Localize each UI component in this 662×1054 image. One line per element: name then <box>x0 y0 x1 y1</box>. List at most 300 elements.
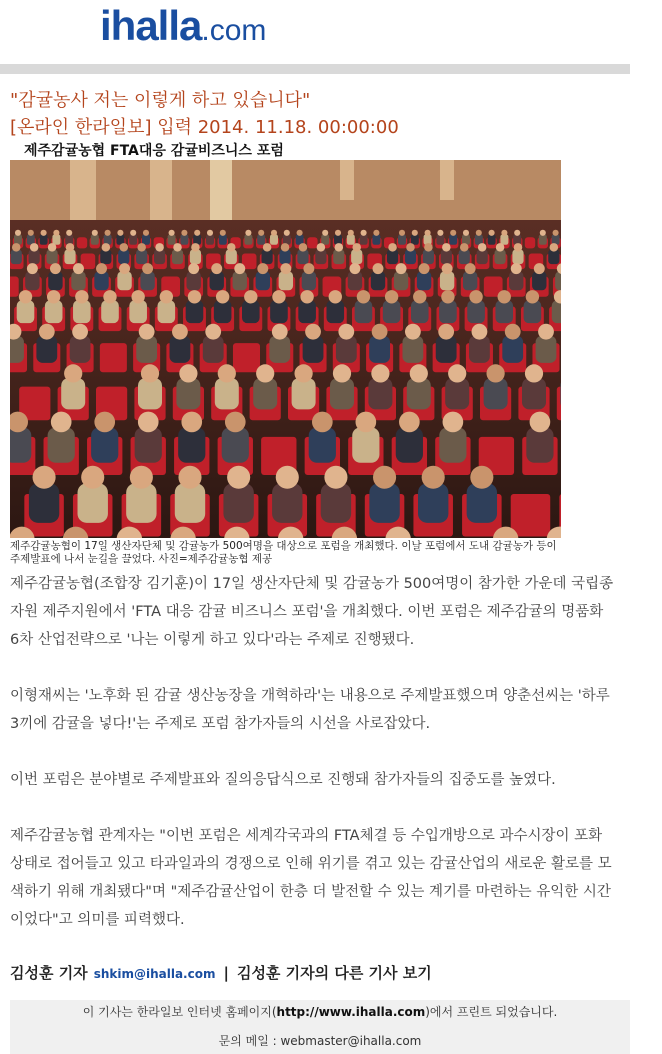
audience-head <box>188 263 199 274</box>
audience-head <box>15 230 21 236</box>
audience-head <box>194 230 200 236</box>
audience-head <box>412 230 418 236</box>
footer-print-notice: 이 기사는 한라일보 인터넷 홈페이지(http://www.ihalla.com)에서 프린트 되었습니다. <box>82 1005 558 1019</box>
audience-head <box>284 230 290 236</box>
audience-body <box>64 250 75 265</box>
audience-head <box>137 243 146 252</box>
audience-head <box>478 243 487 252</box>
article-body <box>10 570 616 934</box>
audience-body <box>552 300 561 323</box>
audience-body <box>73 300 91 323</box>
audience-head <box>550 243 559 252</box>
audience-body <box>368 378 392 409</box>
audience-head <box>41 230 47 236</box>
audience-body <box>394 272 408 291</box>
audience-body <box>439 427 466 462</box>
audience-body <box>467 300 485 323</box>
seat <box>557 387 561 421</box>
audience-head <box>216 290 229 303</box>
audience-body <box>17 300 35 323</box>
audience-body <box>383 300 401 323</box>
audience-body <box>292 378 316 409</box>
audience-head <box>75 290 88 303</box>
audience-body <box>502 336 523 363</box>
audience-head <box>280 263 291 274</box>
audience-body <box>61 378 85 409</box>
audience-head <box>47 290 60 303</box>
audience-body <box>78 483 108 523</box>
audience-head <box>448 364 466 382</box>
audience-head <box>220 230 226 236</box>
audience-head <box>349 263 360 274</box>
audience-head <box>96 263 107 274</box>
audience-head <box>333 364 351 382</box>
audience-head <box>540 230 546 236</box>
audience-body <box>70 336 91 363</box>
audience-head <box>257 263 268 274</box>
audience-body <box>270 300 288 323</box>
audience-body <box>372 234 380 244</box>
audience-body <box>548 250 559 265</box>
audience-body <box>532 272 546 291</box>
audience-head <box>538 324 554 340</box>
audience-body <box>436 234 444 244</box>
audience-head <box>53 230 59 236</box>
audience-body <box>262 250 273 265</box>
audience-head <box>172 324 188 340</box>
audience-head <box>276 466 299 489</box>
audience-body <box>136 336 157 363</box>
audience-body <box>297 250 308 265</box>
audience-head <box>173 243 182 252</box>
photo-caption: 제주감귤농협이 17일 생산자단체 및 감귤농가 500여명을 대상으로 포럼을 개최했다. 이날 포럼에서 도내 감귤농가 등이 주제발표에 나서 눈길을 끌었다. 사진=제주감귤농협 제공 <box>10 540 557 565</box>
audience-body <box>48 272 62 291</box>
audience-head <box>463 230 469 236</box>
audience-head <box>410 364 428 382</box>
audience-body <box>91 427 118 462</box>
audience-body <box>25 272 39 291</box>
audience-head <box>425 230 431 236</box>
audience-body <box>407 378 431 409</box>
audience-body <box>94 272 108 291</box>
audience-body <box>154 250 165 265</box>
audience-head <box>191 243 200 252</box>
audience-body <box>445 378 469 409</box>
audience-body <box>136 250 147 265</box>
audience-body <box>321 234 329 244</box>
audience-body <box>441 250 452 265</box>
audience-body <box>118 250 129 265</box>
audience-body <box>180 234 188 244</box>
audience-body <box>524 300 542 323</box>
audience-body <box>190 250 201 265</box>
audience-body <box>214 300 232 323</box>
audience-body <box>303 336 324 363</box>
audience-body <box>439 300 457 323</box>
audience-body <box>387 250 398 265</box>
audience-body <box>91 234 99 244</box>
audience-head <box>385 290 398 303</box>
audience-head <box>272 290 285 303</box>
audience-body <box>488 234 496 244</box>
audience-head <box>514 230 520 236</box>
audience-head <box>553 230 559 236</box>
audience-head <box>227 466 250 489</box>
audience-body <box>279 250 290 265</box>
audience-head <box>27 263 38 274</box>
audience-body <box>469 336 490 363</box>
audience-body <box>242 300 260 323</box>
audience-body <box>158 300 176 323</box>
audience-body <box>371 272 385 291</box>
audience-head <box>66 230 72 236</box>
article-title: "감귤농사 저는 이렇게 하고 있습니다" <box>10 90 311 111</box>
audience-body <box>411 234 419 244</box>
audience-head <box>338 324 354 340</box>
audience-body <box>536 336 557 363</box>
logo-domain-text: .com <box>201 14 267 47</box>
audience-head <box>300 290 313 303</box>
article-meta: [온라인 한라일보] 입력 2014. 11.18. 00:00:00 <box>10 117 399 138</box>
print-footer <box>10 1000 630 1054</box>
audience-body <box>52 234 60 244</box>
audience-body <box>512 250 523 265</box>
audience-body <box>233 272 247 291</box>
audience-head <box>271 230 277 236</box>
more-articles-link[interactable]: 김성훈 기자의 다른 기사 보기 <box>236 964 432 982</box>
audience-head <box>138 412 159 433</box>
audience-head <box>160 290 173 303</box>
audience-body <box>352 427 379 462</box>
article-paragraph: 이번 포럼은 분야별로 주제발표와 질의응답식으로 진행돼 참가자들의 집중도를 높였다. <box>10 772 556 788</box>
audience-body <box>175 483 205 523</box>
audience-head <box>119 263 130 274</box>
audience-head <box>312 412 333 433</box>
audience-head <box>92 230 98 236</box>
audience-head <box>181 230 187 236</box>
byline-separator: | <box>223 964 229 982</box>
logo-main-text: ihalla <box>100 2 202 49</box>
audience-head <box>258 230 264 236</box>
audience-head <box>272 324 288 340</box>
site-logo[interactable] <box>100 2 266 50</box>
audience-head <box>64 364 82 382</box>
audience-head <box>30 243 39 252</box>
audience-body <box>10 427 31 462</box>
audience-head <box>437 230 443 236</box>
audience-body <box>203 336 224 363</box>
audience-body <box>355 300 373 323</box>
audience-body <box>45 300 63 323</box>
audience-body <box>10 336 24 363</box>
audience-body <box>302 272 316 291</box>
audience-body <box>206 234 214 244</box>
audience-head <box>245 230 251 236</box>
seat <box>511 494 551 537</box>
audience-body <box>500 234 508 244</box>
audience-head <box>155 243 164 252</box>
audience-body <box>272 483 302 523</box>
audience-head <box>525 364 543 382</box>
audience-head <box>19 290 32 303</box>
audience-body <box>253 378 277 409</box>
audience-head <box>103 290 116 303</box>
audience-head <box>511 263 522 274</box>
audience-head <box>486 364 504 382</box>
audience-head <box>530 412 551 433</box>
audience-body <box>398 234 406 244</box>
audience-head <box>263 243 272 252</box>
article-paragraph: 제주감귤농협(조합장 김기훈)이 17일 생산자단체 및 감귤농가 500여명이 참가한 가운데 국립종자원 제주지원에서 'FTA 대응 감귤 비즈니스 포럼'을 개최했다. 이번 포럼은 제주감귤의 명품화 6차 산업전략으로 '나는 이렇게 하고 있다'라는 주제로 진행됐다. <box>10 576 614 648</box>
audience-body <box>411 300 429 323</box>
audience-head <box>51 412 72 433</box>
audience-head <box>335 230 341 236</box>
audience-head <box>373 263 384 274</box>
audience-body <box>494 250 505 265</box>
audience-head <box>117 230 123 236</box>
audience-head <box>143 230 149 236</box>
seat <box>77 237 87 248</box>
audience-head <box>322 230 328 236</box>
audience-body <box>257 234 265 244</box>
audience-body <box>405 250 416 265</box>
audience-head <box>28 230 34 236</box>
audience-head <box>441 290 454 303</box>
audience-head <box>139 324 155 340</box>
audience-head <box>442 263 453 274</box>
audience-body <box>347 234 355 244</box>
audience-body <box>402 336 423 363</box>
audience-body <box>126 483 156 523</box>
audience-head <box>227 243 236 252</box>
audience-head <box>405 324 421 340</box>
audience-body <box>226 250 237 265</box>
audience-body <box>36 336 57 363</box>
audience-head <box>356 412 377 433</box>
audience-head <box>361 230 367 236</box>
audience-head <box>299 243 308 252</box>
audience-body <box>142 234 150 244</box>
footer-contact-email: 문의 메일 : webmaster@ihalla.com <box>218 1034 422 1048</box>
audience-head <box>234 263 245 274</box>
audience-body <box>369 483 399 523</box>
audience-body <box>172 250 183 265</box>
audience-body <box>48 427 75 462</box>
audience-body <box>495 300 513 323</box>
audience-body <box>210 272 224 291</box>
audience-head <box>297 230 303 236</box>
photo-title: 제주감귤농협 FTA대응 감귤비즈니스 포럼 <box>24 143 284 159</box>
audience-head <box>534 263 545 274</box>
audience-head <box>142 263 153 274</box>
audience-head <box>294 364 312 382</box>
audience-body <box>270 234 278 244</box>
audience-head <box>373 466 396 489</box>
seat <box>10 277 19 297</box>
audience-head <box>399 230 405 236</box>
audience-body <box>555 272 561 291</box>
audience-body <box>436 336 457 363</box>
audience-head <box>399 412 420 433</box>
audience-head <box>505 324 521 340</box>
audience-body <box>140 272 154 291</box>
audience-body <box>326 300 344 323</box>
seat <box>100 343 127 372</box>
audience-body <box>321 483 351 523</box>
audience-head <box>169 230 175 236</box>
audience-body <box>459 250 470 265</box>
audience-head <box>39 324 55 340</box>
audience-head <box>179 364 197 382</box>
audience-head <box>188 290 201 303</box>
audience-body <box>526 427 553 462</box>
audience-body <box>369 336 390 363</box>
audience-head <box>372 324 388 340</box>
audience-body <box>463 272 477 291</box>
audience-body <box>46 250 57 265</box>
audience-head <box>460 243 469 252</box>
audience-body <box>440 272 454 291</box>
audience-body <box>186 272 200 291</box>
audience-head <box>131 290 144 303</box>
audience-head <box>476 230 482 236</box>
audience-head <box>130 230 136 236</box>
audience-head <box>256 364 274 382</box>
article-paragraph: 제주감귤농협 관계자는 "이번 포럼은 세계각국과의 FTA체결 등 수입개방으로 과수시장이 포화상태로 접어들고 있고 타과일과의 경쟁으로 인해 위기를 겪고 있는 감귤산업의 새로운 활로를 모색하기 위해 개최됐다"며 "제주감귤산업이 한층 더 발전할 수 있는 계기를 마련하는 유익한 시간이었다"고 의미를 피력했다. <box>10 828 612 928</box>
forum-audience-photo <box>10 160 561 538</box>
audience-head <box>335 243 344 252</box>
audience-body <box>467 483 497 523</box>
audience-body <box>176 378 200 409</box>
audience-body <box>417 272 431 291</box>
audience-body <box>186 300 204 323</box>
audience-body <box>279 272 293 291</box>
audience-body <box>360 234 368 244</box>
seat <box>233 343 260 372</box>
audience-head <box>406 243 415 252</box>
audience-body <box>244 234 252 244</box>
audience-body <box>336 336 357 363</box>
audience-head <box>211 263 222 274</box>
audience-head <box>50 263 61 274</box>
audience-head <box>472 324 488 340</box>
audience-head <box>207 230 213 236</box>
audience-head <box>419 263 430 274</box>
audience-head <box>526 290 539 303</box>
audience-body <box>222 427 249 462</box>
audience-head <box>120 243 129 252</box>
audience-body <box>29 483 59 523</box>
audience-body <box>135 427 162 462</box>
audience-head <box>470 466 493 489</box>
audience-body <box>223 483 253 523</box>
reporter-name: 김성훈 기자 <box>10 964 88 982</box>
audience-head <box>489 230 495 236</box>
audience-body <box>219 234 227 244</box>
audience-head <box>130 466 153 489</box>
audience-head <box>66 243 75 252</box>
audience-body <box>256 272 270 291</box>
audience-body <box>40 234 48 244</box>
audience-head <box>348 230 354 236</box>
audience-head <box>178 466 201 489</box>
article-paragraph: 이형재씨는 '노후화 된 감귤 생산농장을 개혁하라'는 내용으로 주제발표했으며 양춘선씨는 '하루 3끼에 감귤을 넣다!'는 주제로 포럼 참가자들의 시선을 사로잡았다. <box>10 688 610 732</box>
audience-body <box>423 250 434 265</box>
seat <box>525 237 535 248</box>
footer-site-link[interactable]: http://www.ihalla.com <box>276 1005 426 1019</box>
audience-head <box>422 466 445 489</box>
audience-head <box>305 324 321 340</box>
audience-head <box>469 290 482 303</box>
audience-head <box>371 364 389 382</box>
audience-body <box>129 300 147 323</box>
audience-head <box>413 290 426 303</box>
audience-body <box>309 427 336 462</box>
audience-head <box>357 290 370 303</box>
audience-body <box>396 427 423 462</box>
audience-body <box>101 300 119 323</box>
audience-body <box>100 250 111 265</box>
audience-head <box>225 412 246 433</box>
audience-body <box>330 378 354 409</box>
audience-body <box>178 427 205 462</box>
audience-body <box>269 336 290 363</box>
reporter-email-link[interactable]: shkim@ihalla.com <box>93 967 216 981</box>
audience-head <box>73 263 84 274</box>
audience-body <box>509 272 523 291</box>
audience-body <box>539 234 547 244</box>
audience-head <box>141 364 159 382</box>
audience-head <box>443 412 464 433</box>
audience-body <box>477 250 488 265</box>
audience-head <box>465 263 476 274</box>
article-photo <box>10 160 561 538</box>
audience-head <box>102 243 111 252</box>
audience-head <box>244 290 257 303</box>
audience-body <box>168 234 176 244</box>
audience-head <box>317 243 326 252</box>
audience-head <box>81 466 104 489</box>
audience-head <box>450 230 456 236</box>
audience-head <box>498 290 511 303</box>
audience-body <box>333 250 344 265</box>
audience-head <box>72 324 88 340</box>
audience-body <box>11 250 22 265</box>
header-divider-bar <box>0 64 630 74</box>
audience-head <box>105 230 111 236</box>
audience-head <box>396 263 407 274</box>
audience-head <box>442 243 451 252</box>
audience-body <box>522 378 546 409</box>
audience-head <box>352 243 361 252</box>
audience-head <box>514 243 523 252</box>
audience-body <box>71 272 85 291</box>
audience-body <box>449 234 457 244</box>
audience-head <box>329 290 342 303</box>
audience-head <box>303 263 314 274</box>
audience-body <box>315 250 326 265</box>
audience-head <box>438 324 454 340</box>
audience-body <box>129 234 137 244</box>
audience-body <box>215 378 239 409</box>
audience-body <box>348 272 362 291</box>
audience-head <box>94 412 115 433</box>
byline <box>10 962 432 983</box>
seat <box>307 237 317 248</box>
audience-head <box>205 324 221 340</box>
audience-head <box>218 364 236 382</box>
audience-body <box>298 300 316 323</box>
